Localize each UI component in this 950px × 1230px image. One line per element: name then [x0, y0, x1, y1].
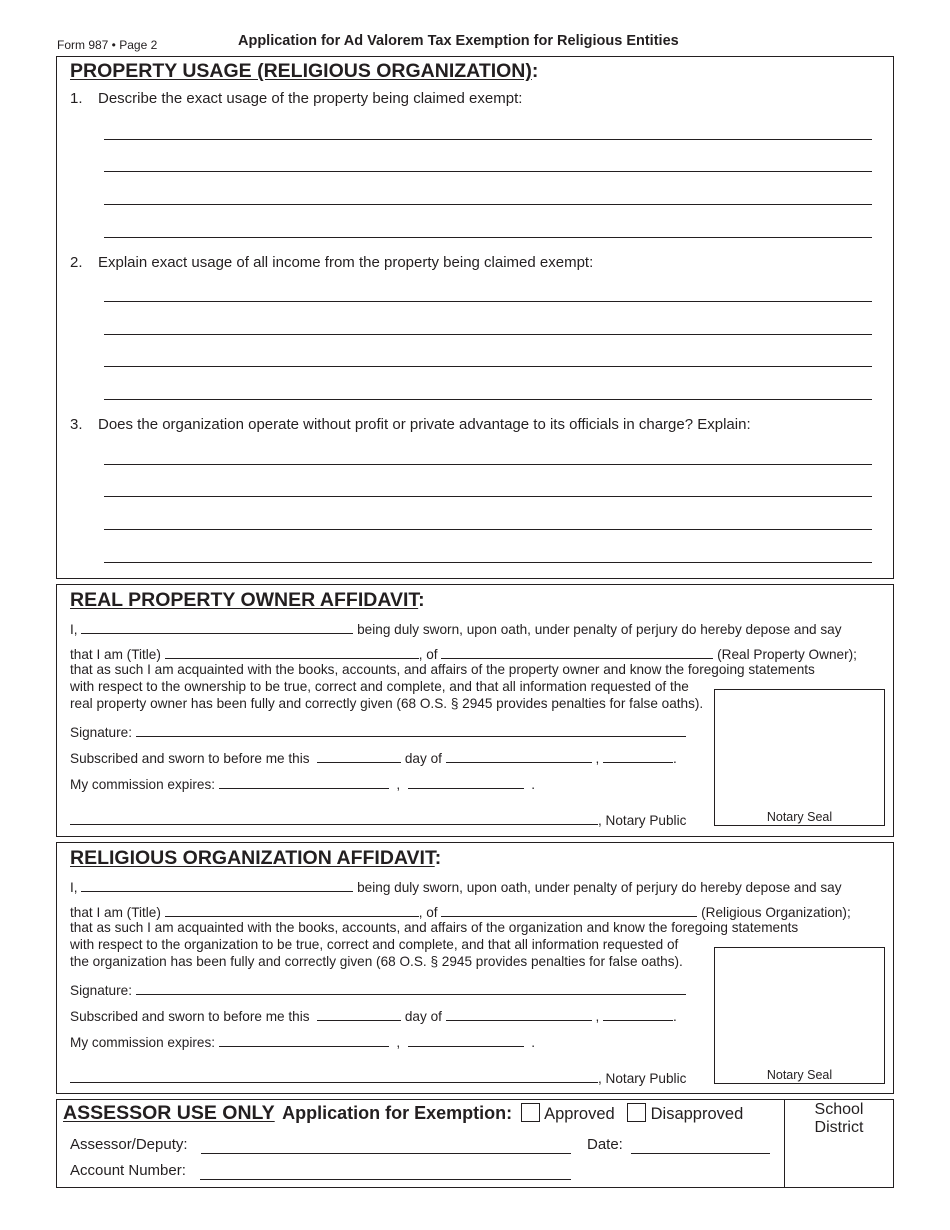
answer-line-q3-2[interactable]: [104, 496, 872, 497]
answer-line-q2-3[interactable]: [104, 366, 872, 367]
owner-month-field[interactable]: [446, 750, 592, 763]
org-text-line-3: that as such I am acquainted with the books, accounts, and affairs of the organization and know the foregoing statements: [70, 920, 799, 935]
org-name-field[interactable]: [81, 879, 353, 892]
owner-title-line: that I am (Title) , of (Real Property Owner);: [70, 647, 857, 662]
org-text-line-4: with respect to the organization to be true, correct and complete, and that all information requested of: [70, 937, 679, 952]
owner-notary-seal-box: [714, 689, 885, 826]
answer-line-q1-3[interactable]: [104, 204, 872, 205]
disapproved-checkbox[interactable]: [627, 1103, 646, 1122]
owner-entity-field[interactable]: [441, 646, 713, 659]
account-number-field[interactable]: [200, 1179, 571, 1180]
org-entity-field[interactable]: [441, 904, 697, 917]
org-signature-line: Signature:: [70, 982, 686, 999]
owner-commission-field-1[interactable]: [219, 776, 389, 789]
property-usage-section: [56, 56, 894, 579]
org-commission-line: My commission expires: , .: [70, 1035, 536, 1050]
owner-affidavit-title: REAL PROPERTY OWNER AFFIDAVIT:: [70, 589, 425, 611]
owner-notary-seal-label: Notary Seal: [766, 810, 833, 824]
owner-title-field[interactable]: [165, 646, 419, 659]
org-title-field[interactable]: [165, 904, 419, 917]
owner-signature-line: Signature:: [70, 724, 686, 741]
account-number-label: Account Number:: [70, 1162, 186, 1179]
org-affidavit-title: RELIGIOUS ORGANIZATION AFFIDAVIT:: [70, 847, 442, 869]
assessor-deputy-field[interactable]: [201, 1153, 571, 1154]
org-day-field[interactable]: [317, 1008, 401, 1021]
answer-line-q1-1[interactable]: [104, 139, 872, 140]
answer-line-q2-4[interactable]: [104, 399, 872, 400]
owner-notary-line: , Notary Public: [70, 812, 686, 829]
org-oath-line: I, being duly sworn, upon oath, under penalty of perjury do hereby depose and say: [70, 880, 842, 895]
owner-name-field[interactable]: [81, 621, 353, 634]
org-notary-seal-box: [714, 947, 885, 1084]
answer-line-q3-4[interactable]: [104, 562, 872, 563]
disapproved-label: Disapproved: [650, 1105, 744, 1123]
org-title-line: that I am (Title) , of (Religious Organization);: [70, 905, 851, 920]
owner-text-line-5: real property owner has been fully and correctly given (68 O.S. § 2945 provides penalties for false oaths).: [70, 696, 704, 711]
org-notary-line: , Notary Public: [70, 1070, 686, 1087]
approved-label: Approved: [544, 1105, 615, 1123]
answer-line-q2-1[interactable]: [104, 301, 872, 302]
owner-notary-field[interactable]: [70, 812, 598, 825]
owner-text-line-4: with respect to the ownership to be true, correct and complete, and that all information requested of the: [70, 679, 689, 694]
answer-line-q1-4[interactable]: [104, 237, 872, 238]
org-year-field[interactable]: [603, 1008, 673, 1021]
org-commission-field-1[interactable]: [219, 1034, 389, 1047]
org-notary-seal-label: Notary Seal: [766, 1068, 833, 1082]
property-usage-title: PROPERTY USAGE (RELIGIOUS ORGANIZATION):: [70, 60, 539, 82]
answer-line-q3-1[interactable]: [104, 464, 872, 465]
assessor-deputy-label: Assessor/Deputy:: [70, 1136, 188, 1153]
assessor-header: ASSESSOR USE ONLY Application for Exemption: Approved Disapproved: [63, 1102, 744, 1124]
org-signature-field[interactable]: [136, 982, 686, 995]
answer-line-q1-2[interactable]: [104, 171, 872, 172]
owner-commission-line: My commission expires: , .: [70, 777, 536, 792]
date-field[interactable]: [631, 1153, 770, 1154]
owner-day-field[interactable]: [317, 750, 401, 763]
form-number: Form 987 • Page 2: [57, 38, 158, 52]
school-district-label: School District: [814, 1101, 864, 1136]
answer-line-q3-3[interactable]: [104, 529, 872, 530]
owner-year-field[interactable]: [603, 750, 673, 763]
org-notary-field[interactable]: [70, 1070, 598, 1083]
org-text-line-5: the organization has been fully and correctly given (68 O.S. § 2945 provides penalties for false oaths).: [70, 954, 683, 969]
org-commission-field-2[interactable]: [408, 1034, 524, 1047]
owner-signature-field[interactable]: [136, 724, 686, 737]
owner-subscribed-line: Subscribed and sworn to before me this day of , .: [70, 751, 677, 766]
owner-oath-line: I, being duly sworn, upon oath, under penalty of perjury do hereby depose and say: [70, 622, 842, 637]
org-subscribed-line: Subscribed and sworn to before me this day of , .: [70, 1009, 677, 1024]
owner-text-line-3: that as such I am acquainted with the books, accounts, and affairs of the property owner and know the foregoing statements: [70, 662, 815, 677]
approved-checkbox[interactable]: [521, 1103, 540, 1122]
date-label: Date:: [587, 1136, 623, 1153]
owner-commission-field-2[interactable]: [408, 776, 524, 789]
org-month-field[interactable]: [446, 1008, 592, 1021]
form-title: Application for Ad Valorem Tax Exemption for Religious Entities: [238, 33, 679, 49]
answer-line-q2-2[interactable]: [104, 334, 872, 335]
